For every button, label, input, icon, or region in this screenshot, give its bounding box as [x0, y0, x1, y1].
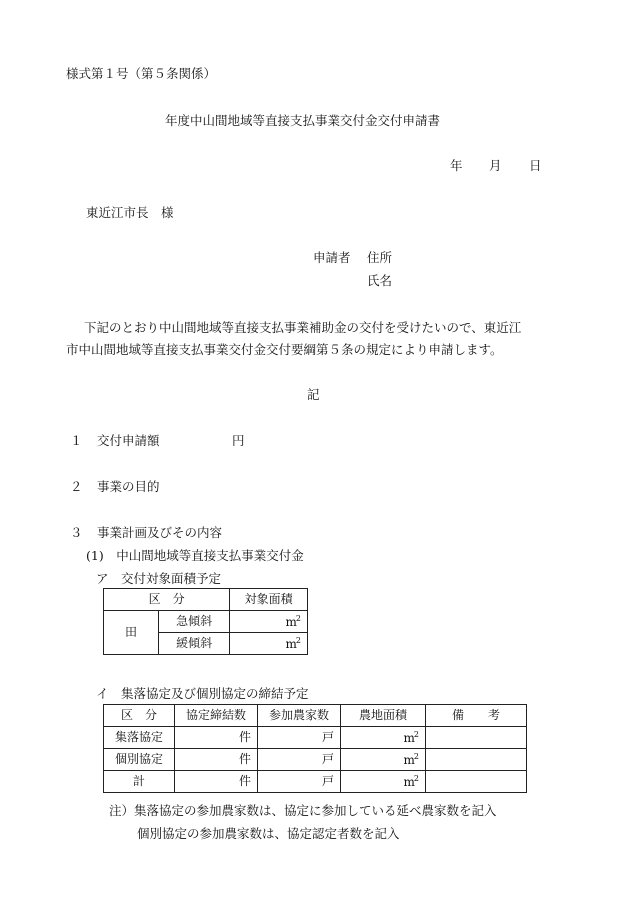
area-table	[103, 588, 308, 655]
agreement-area-cell	[341, 727, 426, 749]
section-2-number: ２	[70, 479, 83, 494]
agreement-count-cell: 件	[175, 771, 258, 793]
section-1-number: １	[70, 433, 83, 448]
section-1-unit: 円	[232, 433, 245, 448]
agreement-farm-cell: 戸	[258, 727, 341, 749]
agreement-table-header: 備 考	[426, 705, 527, 727]
area-table-slope: 緩傾斜	[159, 633, 230, 655]
area-table-header-area: 対象面積	[230, 589, 308, 611]
addressee: 東近江市長 様	[86, 205, 174, 220]
unit-superscript: 2	[295, 613, 301, 623]
area-table-category: 田	[104, 611, 159, 655]
applicant-address-label: 住所	[367, 250, 393, 265]
agreement-area-cell	[341, 771, 426, 793]
agreement-table-header: 農地面積	[341, 705, 426, 727]
document-title: 年度中山間地域等直接支払事業交付金交付申請書	[165, 113, 441, 128]
table-row	[104, 705, 527, 727]
section-3-label: 事業計画及びその内容	[97, 525, 223, 540]
section-3-b-label: イ 集落協定及び個別協定の締結予定	[96, 686, 309, 701]
body-line-2: 市中山間地域等直接支払事業交付金交付要綱第５条の規定により申請します。	[66, 342, 503, 357]
agreement-row-label: 個別協定	[104, 749, 175, 771]
unit-superscript: 2	[295, 635, 301, 645]
applicant-name-label: 氏名	[367, 273, 393, 288]
agreement-area-cell	[341, 749, 426, 771]
unit-label: m	[285, 614, 297, 629]
agreement-remarks-cell	[426, 727, 527, 749]
ki-heading: 記	[307, 387, 320, 402]
unit-superscript: 2	[413, 729, 419, 739]
agreement-row-label: 計	[104, 771, 175, 793]
unit-label: m	[403, 752, 415, 767]
agreement-remarks-cell	[426, 771, 527, 793]
area-table-slope: 急傾斜	[159, 611, 230, 633]
agreement-table-header: 協定締結数	[175, 705, 258, 727]
agreement-table-header: 参加農家数	[258, 705, 341, 727]
section-3-sub-1: (1) 中山間地域等直接支払事業交付金	[86, 548, 304, 563]
section-2-label: 事業の目的	[97, 479, 160, 494]
agreement-count-cell: 件	[175, 749, 258, 771]
unit-superscript: 2	[413, 751, 419, 761]
form-number: 様式第１号（第５条関係）	[66, 66, 217, 81]
table-row	[104, 749, 527, 771]
section-1-label: 交付申請額	[97, 433, 160, 448]
unit-label: m	[285, 636, 297, 651]
body-line-1: 下記のとおり中山間地域等直接支払事業補助金の交付を受けたいので、東近江	[84, 320, 522, 335]
agreement-table-header: 区 分	[104, 705, 175, 727]
agreement-farm-cell: 戸	[258, 771, 341, 793]
agreement-row-label: 集落協定	[104, 727, 175, 749]
date-month: 月	[489, 158, 502, 173]
agreement-remarks-cell	[426, 749, 527, 771]
area-table-header-division: 区 分	[104, 589, 230, 611]
table-row	[104, 727, 527, 749]
area-table-value-cell	[230, 633, 308, 655]
unit-superscript: 2	[413, 773, 419, 783]
section-3-number: ３	[70, 525, 83, 540]
agreement-farm-cell: 戸	[258, 749, 341, 771]
applicant-label: 申請者	[313, 250, 351, 265]
area-table-value-cell	[230, 611, 308, 633]
note-line-1: 注）集落協定の参加農家数は、協定に参加している延べ農家数を記入	[109, 803, 497, 818]
table-row	[104, 589, 308, 611]
unit-label: m	[403, 774, 415, 789]
date-day: 日	[529, 158, 542, 173]
table-row	[104, 611, 308, 633]
unit-label: m	[403, 730, 415, 745]
agreement-table	[103, 704, 527, 793]
table-row	[104, 771, 527, 793]
note-line-2: 個別協定の参加農家数は、協定認定者数を記入	[137, 826, 400, 841]
agreement-count-cell: 件	[175, 727, 258, 749]
section-3-a-label: ア 交付対象面積予定	[96, 571, 222, 586]
date-year: 年	[450, 158, 463, 173]
